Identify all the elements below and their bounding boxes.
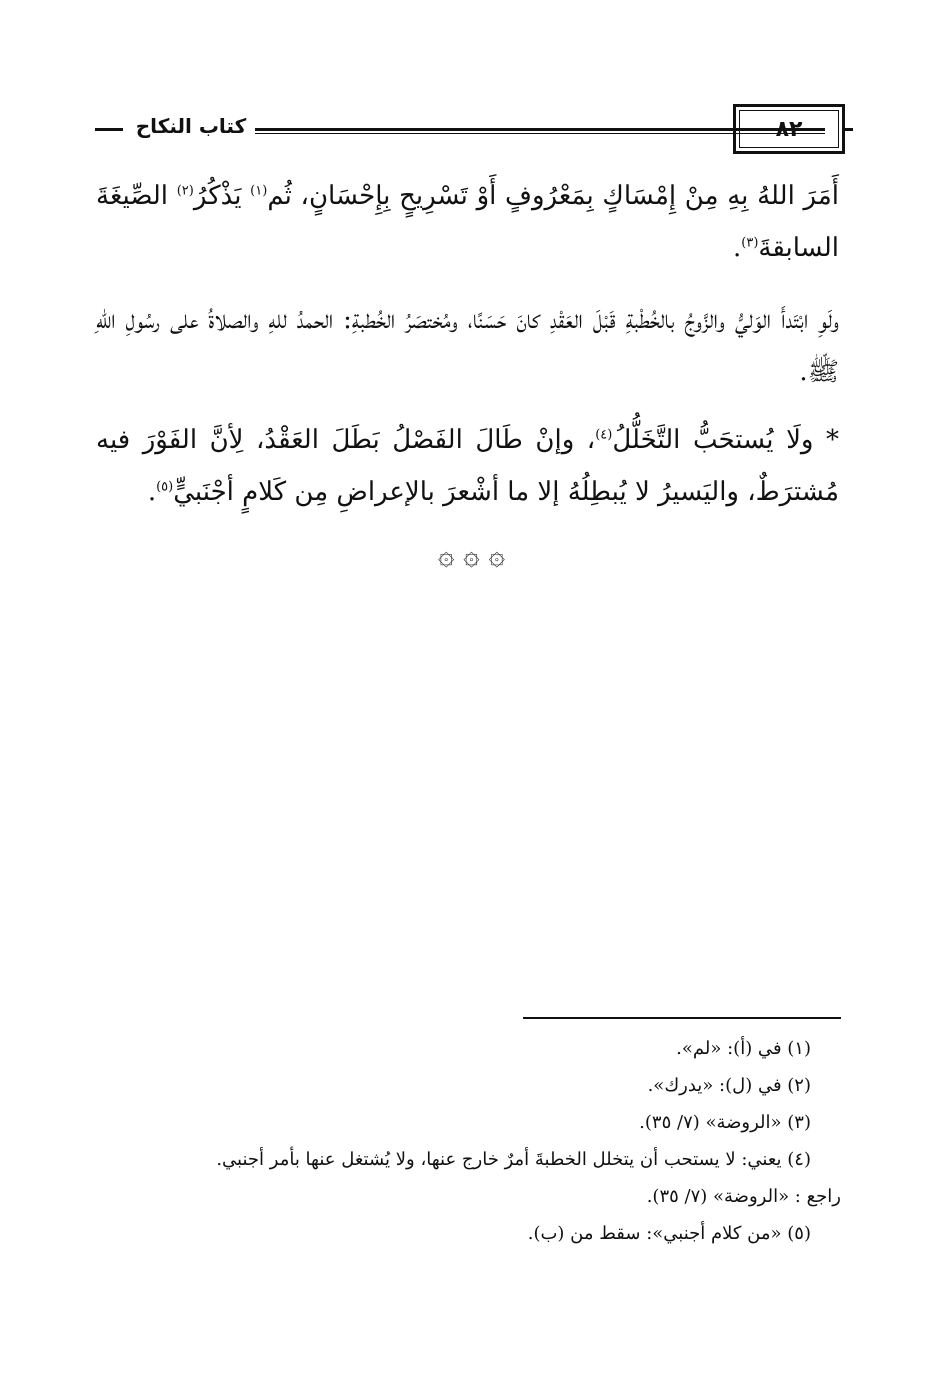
footnote-ref-5: (٥) [156, 479, 174, 495]
paragraph-2: ولَوِ ابْتَدأَ الوَليُّ والزَّوجُ بالخُطْبةِ قَبْلَ العَقْدِ كانَ حَسَنًا، ومُختصَرُ الخُطبةِ: الحمدُ للهِ والصلاةُ على رسُولِ اللهِ ﷺ. [96, 305, 839, 387]
footnote-separator [523, 1017, 841, 1019]
paragraph-1-end: الصِّيغَةَ السابقةَ [96, 181, 839, 263]
footnote-4-continued: راجع : «الروضة» (٧/ ٣٥). [646, 1186, 841, 1207]
footnote-ref-4: (٤) [595, 427, 613, 443]
section-end-ornaments: ۞ ۞ ۞ [437, 538, 506, 571]
footnotes [96, 1030, 841, 1252]
paragraph-3 [96, 414, 839, 518]
paragraph-1-mid: يَذْكُرُ [193, 181, 251, 211]
chapter-title: كتاب النكاح [135, 114, 247, 138]
paragraph-1-close: . [733, 233, 742, 263]
paragraph-3-text: * ولَا يُستحَبُّ التَّخَلُّلُ [612, 425, 839, 455]
footnote-ref-1: (١) [250, 183, 268, 199]
footnote-4: (٤) يعني: لا يستحب أن يتخلل الخطبةَ أمرٌ خارج عنها، ولا يُشتغل عنها بأمر أجنبي. [216, 1149, 811, 1170]
page-number-frame [733, 104, 845, 154]
paragraph-3-close: . [147, 477, 157, 507]
page-number: ٨٢ [739, 110, 839, 148]
paragraph-1 [96, 170, 839, 274]
header-rule-right [843, 128, 853, 131]
header-rule-left [95, 128, 123, 131]
footnote-3: (٣) «الروضة» (٧/ ٣٥). [639, 1112, 811, 1133]
main-text [96, 170, 839, 534]
footnote-5: (٥) «من كلام أجنبي»: سقط من (ب). [527, 1223, 811, 1244]
footnote-ref-3: (٣) [741, 235, 759, 251]
footnote-1: (١) في (أ): «لم». [676, 1038, 811, 1059]
footnote-ref-2: (٢) [176, 183, 194, 199]
footnote-2: (٢) في (ل): «يدرك». [647, 1075, 811, 1096]
page-header [95, 100, 845, 160]
paragraph-3-mid: ، وإنْ طَالَ الفَصْلُ بَطَلَ العَقْدُ، لِأنَّ الفَوْرَ فيه مُشترَطٌ، واليَسيرُ لا يُبطِلُهُ إلا ما أشْعرَ بالإعراضِ مِن كَلامٍ أجْنَبيٍّ [96, 425, 839, 507]
paragraph-1-text: أَمَرَ اللهُ بِهِ مِنْ إِمْسَاكٍ بِمَعْرُوفٍ أَوْ تَسْرِيحٍ بِإِحْسَانٍ، ثُم [267, 181, 839, 211]
